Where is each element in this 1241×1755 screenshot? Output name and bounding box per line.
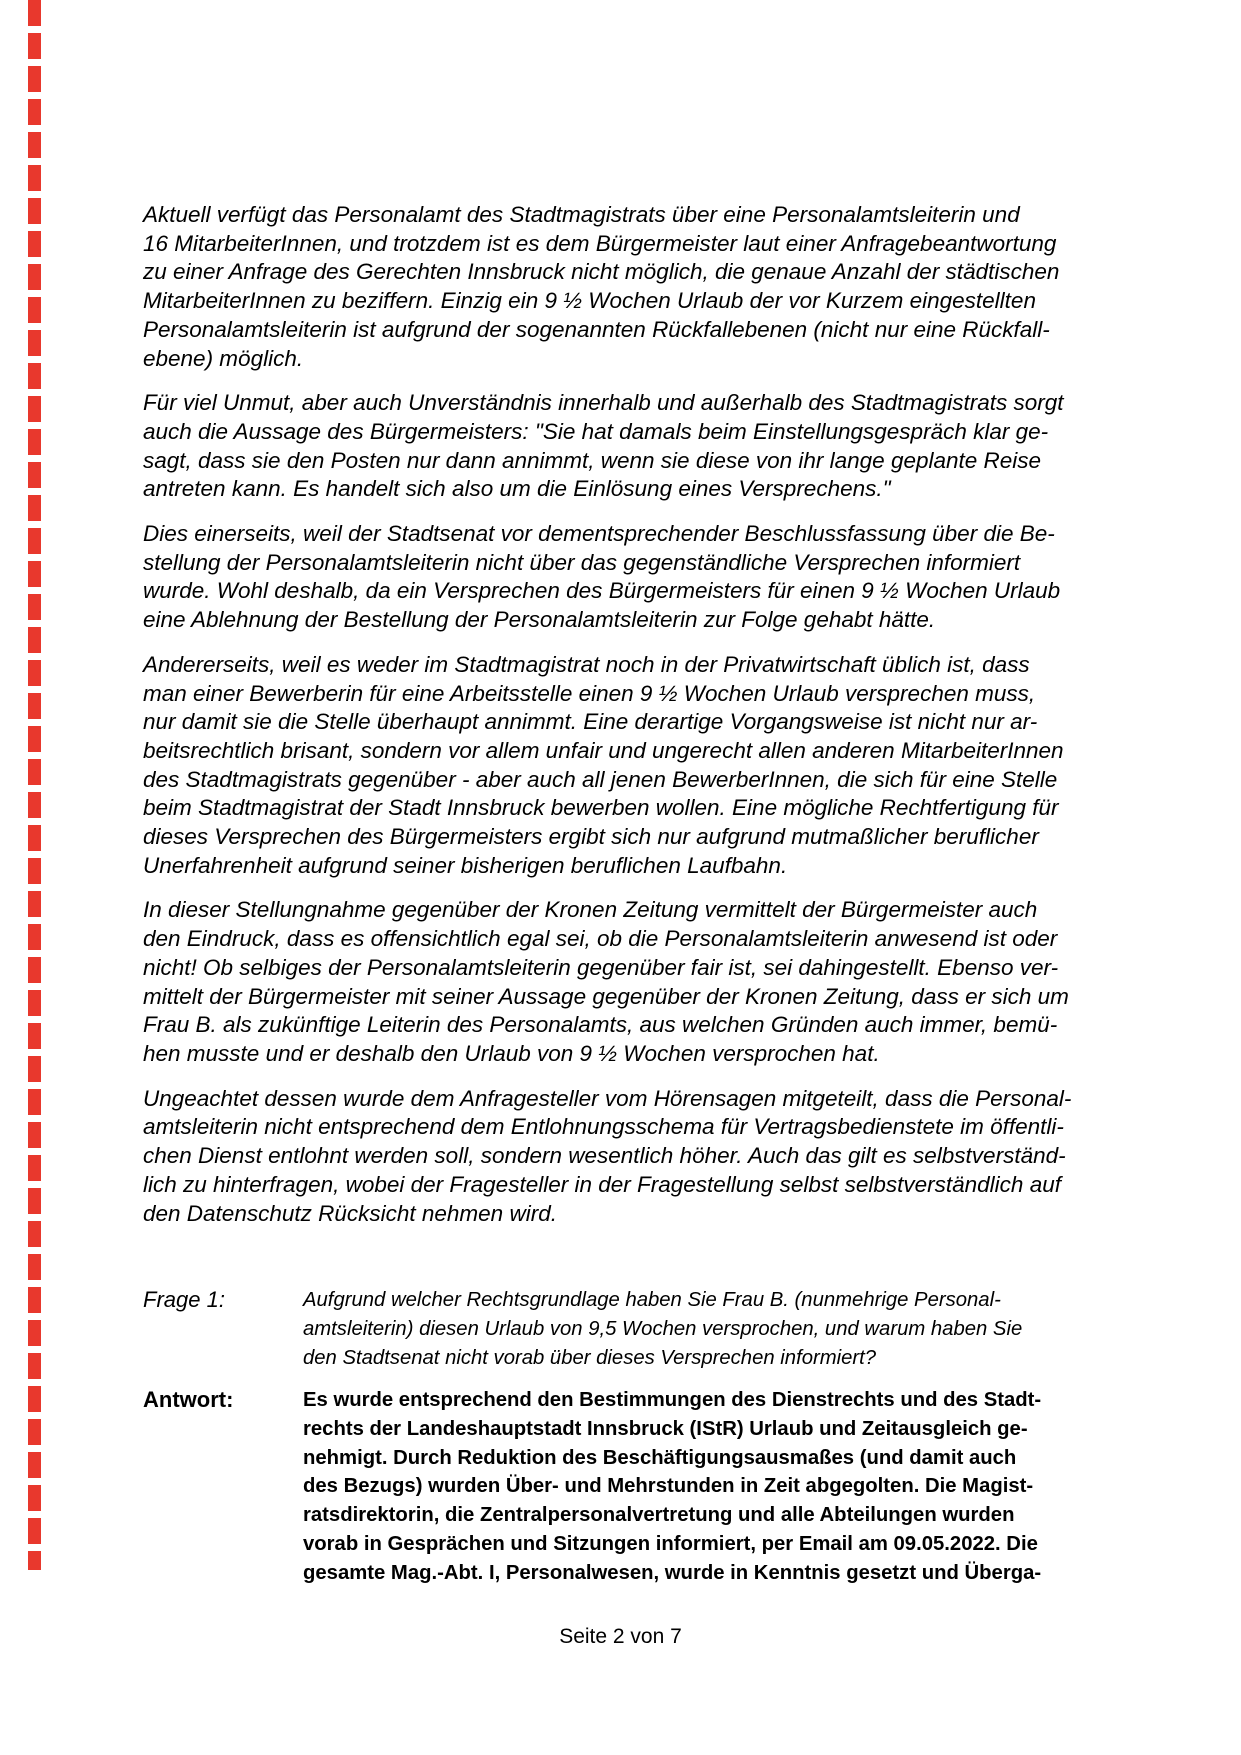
text-line: In dieser Stellungnahme gegenüber der Kronen Zeitung vermittelt der Bürgermeister auch (143, 897, 1038, 923)
text-line: Personalamtsleiterin ist aufgrund der sogenannten Rückfallebenen (nicht nur eine Rückfall- (143, 316, 1050, 342)
text-line: den Eindruck, dass es offensichtlich egal sei, ob die Personalamtsleiterin anwesend ist oder (143, 926, 1058, 952)
text-line: wurde. Wohl deshalb, da ein Versprechen des Bürgermeisters für einen 9 ½ Wochen Urlaub (143, 578, 1061, 604)
text-line: lich zu hinterfragen, wobei der Fragesteller in der Fragestellung selbst selbstverständlich auf (143, 1171, 1061, 1197)
answer-label: Antwort: (143, 1387, 234, 1413)
text-line: des Bezugs) wurden Über- und Mehrstunden in Zeit abgegolten. Die Magist- (303, 1475, 1034, 1498)
text-line: mittelt der Bürgermeister mit seiner Aussage gegenüber der Kronen Zeitung, dass er sich um (143, 983, 1069, 1009)
paragraph (143, 651, 1064, 881)
text-line: Dies einerseits, weil der Stadtsenat vor dementsprechender Beschlussfassung über die Be- (143, 521, 1055, 547)
text-line: zu einer Anfrage des Gerechten Innsbruck nicht möglich, die genaue Anzahl der städtischen (143, 259, 1060, 285)
text-line: antreten kann. Es handelt sich also um die Einlösung eines Versprechens." (143, 476, 891, 502)
text-line: MitarbeiterInnen zu beziffern. Einzig ein 9 ½ Wochen Urlaub der vor Kurzem eingestellten (143, 288, 1036, 314)
text-line: beitsrechtlich brisant, sondern vor allem unfair und ungerecht allen anderen MitarbeiterInnen (143, 737, 1064, 763)
paragraph (143, 201, 1060, 373)
text-line: man einer Bewerberin für eine Arbeitsstelle einen 9 ½ Wochen Urlaub versprechen muss, (143, 680, 1036, 706)
text-line: des Stadtmagistrats gegenüber - aber auch all jenen BewerberInnen, die sich für eine Stelle (143, 766, 1058, 792)
text-line: Aktuell verfügt das Personalamt des Stadtmagistrats über eine Personalamtsleiterin und (143, 202, 1020, 227)
text-line: sagt, dass sie den Posten nur dann annimmt, wenn sie diese von ihr lange geplante Reise (143, 447, 1042, 473)
page-number: Seite 2 von 7 (559, 1625, 682, 1648)
text-line: nicht! Ob selbiges der Personalamtsleiterin gegenüber fair ist, sei dahingestellt. Ebenso ver- (143, 954, 1059, 980)
text-line: ebene) möglich. (143, 345, 304, 371)
text-line: Unerfahrenheit aufgrund seiner bisherigen beruflichen Laufbahn. (143, 852, 788, 878)
text-line: den Stadtsenat nicht vorab über dieses Versprechen informiert? (303, 1346, 877, 1369)
text-line: amtsleiterin nicht entsprechend dem Entlohnungsschema für Vertragsbedienstete im öffentli- (143, 1114, 1064, 1140)
text-line: dieses Versprechen des Bürgermeisters ergibt sich nur aufgrund mutmaßlicher beruflicher (143, 824, 1039, 850)
question-block (143, 1286, 1043, 1372)
text-line: amtsleiterin) diesen Urlaub von 9,5 Wochen versprochen, und warum haben Sie (303, 1317, 1023, 1340)
document-body (143, 201, 1072, 1587)
text-line: rechts der Landeshauptstadt Innsbruck (IStR) Urlaub und Zeitausgleich ge- (303, 1418, 1028, 1441)
text-line: 16 MitarbeiterInnen, und trotzdem ist es dem Bürgermeister laut einer Anfragebeantwortung (143, 230, 1057, 256)
text-line: ratsdirektorin, die Zentralpersonalvertretung und alle Abteilungen wurden (303, 1504, 1015, 1527)
page-footer (0, 1625, 1241, 1649)
text-line: Ungeachtet dessen wurde dem Anfragesteller vom Hörensagen mitgeteilt, dass die Personal- (143, 1085, 1072, 1111)
text-line: Andererseits, weil es weder im Stadtmagistrat noch in der Privatwirtschaft üblich ist, dass (143, 651, 1030, 677)
text-line: gesamte Mag.-Abt. I, Personalwesen, wurde in Kenntnis gesetzt und Überga- (303, 1561, 1042, 1584)
text-line: chen Dienst entlohnt werden soll, sondern wesentlich höher. Auch das gilt es selbstverständ- (143, 1143, 1066, 1169)
answer-block (143, 1386, 1043, 1587)
text-line: den Datenschutz Rücksicht nehmen wird. (143, 1200, 557, 1226)
text-line: Frau B. als zukünftige Leiterin des Personalamts, aus welchen Gründen auch immer, bemü- (143, 1012, 1058, 1038)
text-line: nur damit sie die Stelle überhaupt annimmt. Eine derartige Vorgangsweise ist nicht nur ar- (143, 709, 1038, 735)
paragraph (143, 389, 1064, 504)
text-line: vorab in Gesprächen und Sitzungen informiert, per Email am 09.05.2022. Die (303, 1532, 1038, 1555)
question-label: Frage 1: (143, 1287, 225, 1313)
text-line: Es wurde entsprechend den Bestimmungen des Dienstrechts und des Stadt- (303, 1389, 1042, 1412)
text-line: stellung der Personalamtsleiterin nicht über das gegenständliche Versprechen informiert (143, 549, 1021, 575)
text-line: Für viel Unmut, aber auch Unverständnis innerhalb und außerhalb des Stadtmagistrats sorgt (143, 390, 1064, 416)
text-line: hen musste und er deshalb den Urlaub von 9 ½ Wochen versprochen hat. (143, 1040, 880, 1066)
text-line: nehmigt. Durch Reduktion des Beschäftigungsausmaßes (und damit auch (303, 1446, 1017, 1469)
paragraph (143, 520, 1061, 635)
paragraph (143, 1085, 1072, 1229)
paragraph (143, 896, 1069, 1068)
text-line: beim Stadtmagistrat der Stadt Innsbruck bewerben wollen. Eine mögliche Rechtfertigung für (143, 795, 1059, 821)
text-line: auch die Aussage des Bürgermeisters: "Sie hat damals beim Einstellungsgespräch klar ge- (143, 418, 1049, 444)
text-line: eine Ablehnung der Bestellung der Personalamtsleiterin zur Folge gehabt hätte. (143, 607, 936, 633)
text-line: Aufgrund welcher Rechtsgrundlage haben Sie Frau B. (nunmehrige Personal- (303, 1289, 1001, 1312)
margin-change-bar (28, 0, 41, 1570)
